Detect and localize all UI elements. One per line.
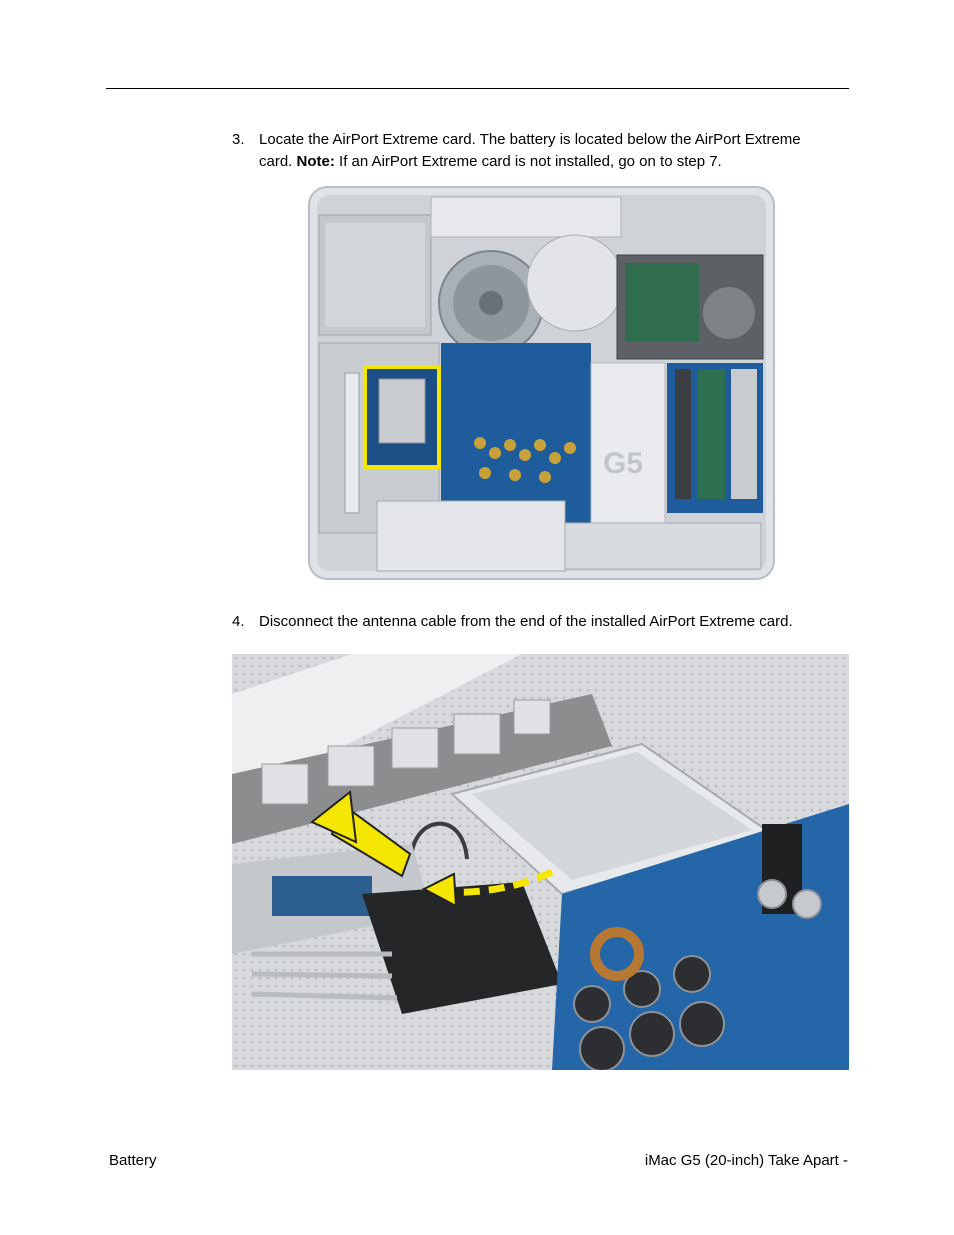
step-number: 4. xyxy=(232,613,245,630)
step-text xyxy=(259,129,832,173)
step-4 xyxy=(232,611,832,633)
note-label: Note: xyxy=(296,153,335,170)
footer-section-title: Battery xyxy=(109,1152,157,1169)
imac-interior-photo xyxy=(305,183,778,582)
g5-badge: G5 xyxy=(603,447,644,480)
footer-manual-title: iMac G5 (20-inch) Take Apart - xyxy=(644,1152,848,1169)
step-3 xyxy=(232,129,832,173)
step-text-note: If an AirPort Extreme card is not installed, go on to step 7. xyxy=(339,153,722,170)
step-text: Disconnect the antenna cable from the end of the installed AirPort Extreme card. xyxy=(259,613,793,630)
step-text-main: Locate the AirPort Extreme card. The battery is located below the AirPort Extreme card. xyxy=(259,131,801,170)
header-rule xyxy=(106,88,849,89)
step-number: 3. xyxy=(232,131,245,148)
antenna-cable-photo xyxy=(232,654,849,1070)
